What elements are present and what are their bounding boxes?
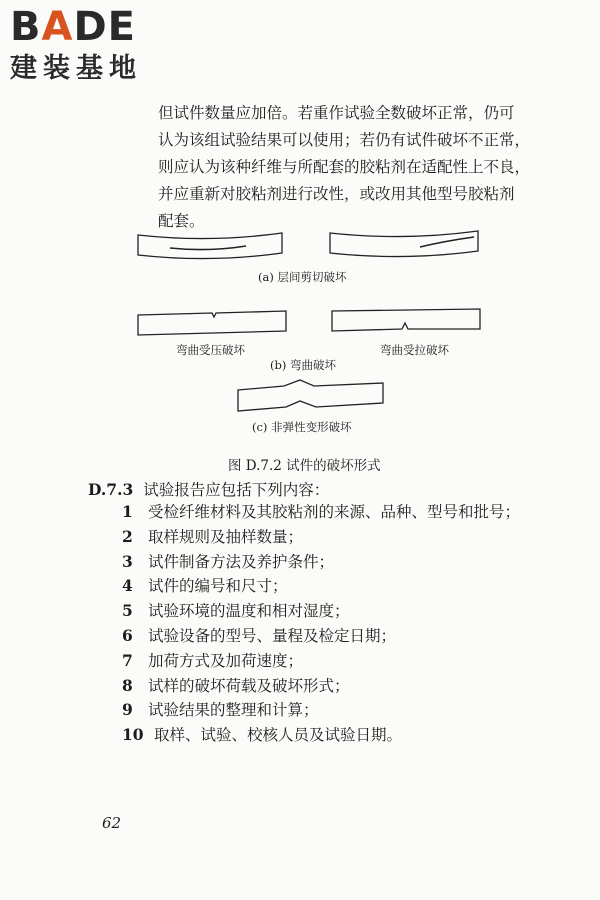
failure-modes-figure (0, 225, 600, 475)
item-text: 试验设备的型号、量程及检定日期； (148, 626, 397, 645)
paragraph-line: 配套。 (158, 212, 205, 230)
paragraph-line: 并应重新对胶粘剂进行改性，或改用其他型号胶粘剂 (158, 185, 515, 203)
item-text: 试件的编号和尺寸； (148, 577, 288, 596)
item-text: 取样、试验、校核人员及试验日期。 (154, 726, 403, 745)
item-number: 2 (122, 526, 133, 546)
item-number: 9 (122, 700, 133, 720)
specimen-bending-compression (138, 311, 286, 335)
specimen-bending-tension (332, 309, 480, 331)
item-number: 8 (122, 675, 133, 695)
shear-crack-left (170, 246, 246, 250)
logo-subtitle: 建装基地 (10, 53, 142, 84)
specimen-shear-right (330, 231, 478, 257)
section-heading (88, 478, 329, 500)
section-heading-text: 试验报告应包括下列内容： (143, 481, 330, 499)
item-text: 受检纤维材料及其胶粘剂的来源、品种、型号和批号； (148, 503, 521, 521)
page-number: 62 (102, 814, 122, 832)
item-number: 10 (122, 725, 144, 745)
item-text: 试样的破坏荷载及破坏形式； (148, 676, 350, 695)
item-number: 1 (122, 502, 133, 521)
list-item (122, 574, 520, 599)
label-bending-tension: 弯曲受拉破坏 (380, 343, 449, 357)
item-text: 试验结果的整理和计算； (148, 701, 319, 720)
item-number: 7 (122, 650, 133, 670)
paragraph-line: 但试件数量应加倍。若重作试验全数破坏正常，仍可 (158, 104, 515, 122)
list-item (122, 525, 520, 550)
list-item (122, 624, 520, 649)
item-text: 加荷方式及加荷速度； (148, 651, 304, 670)
report-content-list (122, 500, 520, 748)
list-item (122, 599, 520, 624)
specimen-inelastic (238, 380, 383, 411)
caption-c: (c) 非弹性变形破坏 (252, 420, 352, 434)
logo-accent-letter: A (41, 4, 74, 50)
body-paragraph (158, 100, 558, 235)
item-text: 试件制备方法及养护条件； (148, 552, 335, 571)
item-text: 试验环境的温度和相对湿度； (148, 602, 350, 621)
specimen-diagrams (0, 225, 600, 475)
item-number: 5 (122, 601, 133, 621)
paragraph-line: 则应认为该种纤维与所配套的胶粘剂在适配性上不良， (158, 158, 531, 176)
section-number: D.7.3 (88, 480, 134, 499)
list-item (122, 723, 520, 748)
list-item (122, 649, 520, 674)
logo-wordmark: BADE (10, 4, 136, 50)
label-bending-compression: 弯曲受压破坏 (176, 343, 245, 357)
caption-b: (b) 弯曲破坏 (270, 358, 336, 372)
item-number: 4 (122, 576, 133, 596)
brand-logo (10, 4, 180, 86)
shear-crack-right (420, 237, 474, 247)
specimen-shear-left (138, 233, 282, 259)
item-text: 取样规则及抽样数量； (148, 527, 304, 546)
list-item (122, 698, 520, 723)
item-number: 6 (122, 625, 133, 645)
list-item (122, 674, 520, 699)
caption-a: (a) 层间剪切破坏 (258, 270, 347, 284)
item-number: 3 (122, 551, 133, 571)
figure-title: 图 D.7.2 试件的破坏形式 (228, 458, 381, 474)
paragraph-line: 认为该组试验结果可以使用；若仍有试件破坏不正常， (158, 131, 531, 149)
list-item (122, 500, 520, 525)
list-item (122, 550, 520, 575)
